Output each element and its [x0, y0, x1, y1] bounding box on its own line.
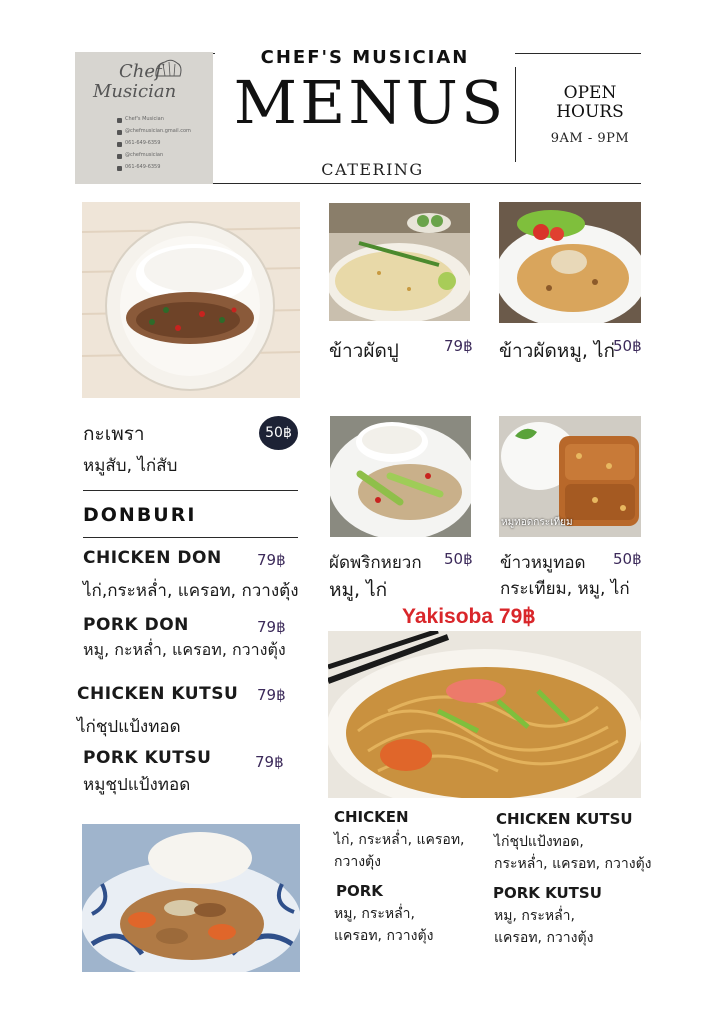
yakisoba-chicken-kutsu-name: CHICKEN KUTSU — [496, 810, 633, 828]
moo-tod-photo-caption: หมูทอดกระเทียม — [501, 517, 573, 528]
yakisoba-pork-kutsu-desc — [494, 905, 593, 949]
page-subtitle: CATERING — [321, 160, 424, 179]
logo-contact-phone: 061-649-6359 — [125, 140, 161, 146]
pork-kutsu-name: PORK KUTSU — [83, 748, 212, 768]
pad-prik-price: 50฿ — [444, 550, 473, 568]
open-hours-label-line-1: OPEN — [563, 83, 617, 103]
logo-contact-facebook: Chef's Musician — [125, 116, 164, 122]
pad-prik-name: ผัดพริกหยวก — [329, 553, 422, 573]
instagram-icon — [117, 154, 122, 159]
yakisoba-chicken-kutsu-desc-line-2: กระหล่ำ, แครอท, กวางตุ้ง — [494, 856, 652, 872]
yakisoba-photo — [328, 631, 641, 798]
yakisoba-chicken-desc-line-1: ไก่, กระหล่ำ, แครอท, — [334, 832, 465, 848]
donburi-heading: DONBURI — [83, 504, 197, 526]
pork-don-desc: หมู, กะหล่ำ, แครอท, กวางตุ้ง — [83, 640, 286, 659]
yakisoba-pork-desc — [334, 903, 433, 947]
open-hours-label — [530, 84, 650, 122]
khao-pad-name: ข้าวผัดหมู, ไก่ — [499, 340, 615, 362]
moo-tod-photo — [499, 416, 641, 537]
chicken-don-price: 79฿ — [257, 551, 286, 569]
krapow-name: กะเพรา — [83, 423, 145, 445]
header-divider — [515, 67, 516, 162]
logo-card — [75, 52, 213, 184]
moo-tod-name: ข้าวหมูทอด — [500, 553, 586, 573]
yakisoba-chicken-desc-line-2: กวางตุ้ง — [334, 854, 381, 870]
line-icon — [117, 166, 122, 171]
logo-contact-instagram: @chefmusician — [125, 152, 164, 158]
logo-contact-email: @chefmusician.gmail.com — [125, 128, 191, 134]
phone-icon — [117, 142, 122, 147]
open-hours-label-line-2: HOURS — [556, 102, 624, 122]
logo-script-line-2: Musician — [93, 81, 177, 102]
khao-pad-pu-price: 79฿ — [444, 337, 473, 355]
yakisoba-pork-name: PORK — [336, 882, 383, 900]
khao-pad-photo — [499, 202, 641, 323]
facebook-icon — [117, 118, 122, 123]
yakisoba-pork-desc-line-2: แครอท, กวางตุ้ง — [334, 928, 434, 944]
donburi-bottom-rule — [83, 537, 298, 538]
yakisoba-chicken-kutsu-desc — [494, 831, 652, 875]
yakisoba-title: Yakisoba 79฿ — [402, 605, 536, 628]
khao-pad-pu-name: ข้าวผัดปู — [329, 340, 399, 362]
logo-contact-line: 061-649-6359 — [125, 164, 161, 170]
yakisoba-chicken-kutsu-desc-line-1: ไก่ชุปแป้งทอด, — [494, 834, 584, 850]
khao-pad-pu-photo — [329, 203, 470, 321]
open-hours-time: 9AM - 9PM — [550, 131, 630, 146]
pork-don-name: PORK DON — [83, 615, 189, 635]
moo-tod-options: กระเทียม, หมู, ไก่ — [500, 579, 630, 599]
yakisoba-pork-kutsu-desc-line-1: หมู, กระหล่ำ, — [494, 908, 575, 924]
yakisoba-pork-kutsu-desc-line-2: แครอท, กวางตุ้ง — [494, 930, 594, 946]
yakisoba-chicken-name: CHICKEN — [334, 808, 409, 826]
email-icon — [117, 130, 122, 135]
pork-kutsu-desc: หมูชุปแป้งทอด — [83, 775, 191, 795]
pork-don-price: 79฿ — [257, 618, 286, 636]
pad-prik-options: หมู, ไก่ — [329, 579, 388, 601]
logo-script-line-1: Chef — [119, 61, 162, 82]
chicken-kutsu-desc: ไก่ชุปแป้งทอด — [77, 717, 181, 737]
pork-kutsu-price: 79฿ — [255, 753, 284, 771]
yakisoba-pork-kutsu-name: PORK KUTSU — [493, 884, 602, 902]
chicken-don-name: CHICKEN DON — [83, 548, 222, 568]
krapow-photo — [82, 202, 300, 398]
brand-name: CHEF'S MUSICIAN — [215, 47, 515, 68]
khao-pad-price: 50฿ — [613, 337, 642, 355]
moo-tod-price: 50฿ — [613, 550, 642, 568]
chicken-don-desc: ไก่,กระหล่ำ, แครอท, กวางตุ้ง — [83, 581, 299, 601]
krapow-price-badge: 50฿ — [259, 416, 298, 450]
yakisoba-chicken-desc — [334, 829, 465, 873]
header-bottom-rule — [213, 183, 641, 184]
krapow-options: หมูสับ, ไก่สับ — [83, 456, 178, 476]
pad-prik-photo — [330, 416, 471, 537]
chicken-kutsu-name: CHICKEN KUTSU — [77, 684, 239, 704]
chef-hat-icon — [153, 58, 183, 80]
page-title: MENUS — [233, 67, 507, 138]
stir-fry-photo — [82, 824, 300, 972]
donburi-top-rule — [83, 490, 298, 491]
yakisoba-pork-desc-line-1: หมู, กระหล่ำ, — [334, 906, 415, 922]
chicken-kutsu-price: 79฿ — [257, 686, 286, 704]
